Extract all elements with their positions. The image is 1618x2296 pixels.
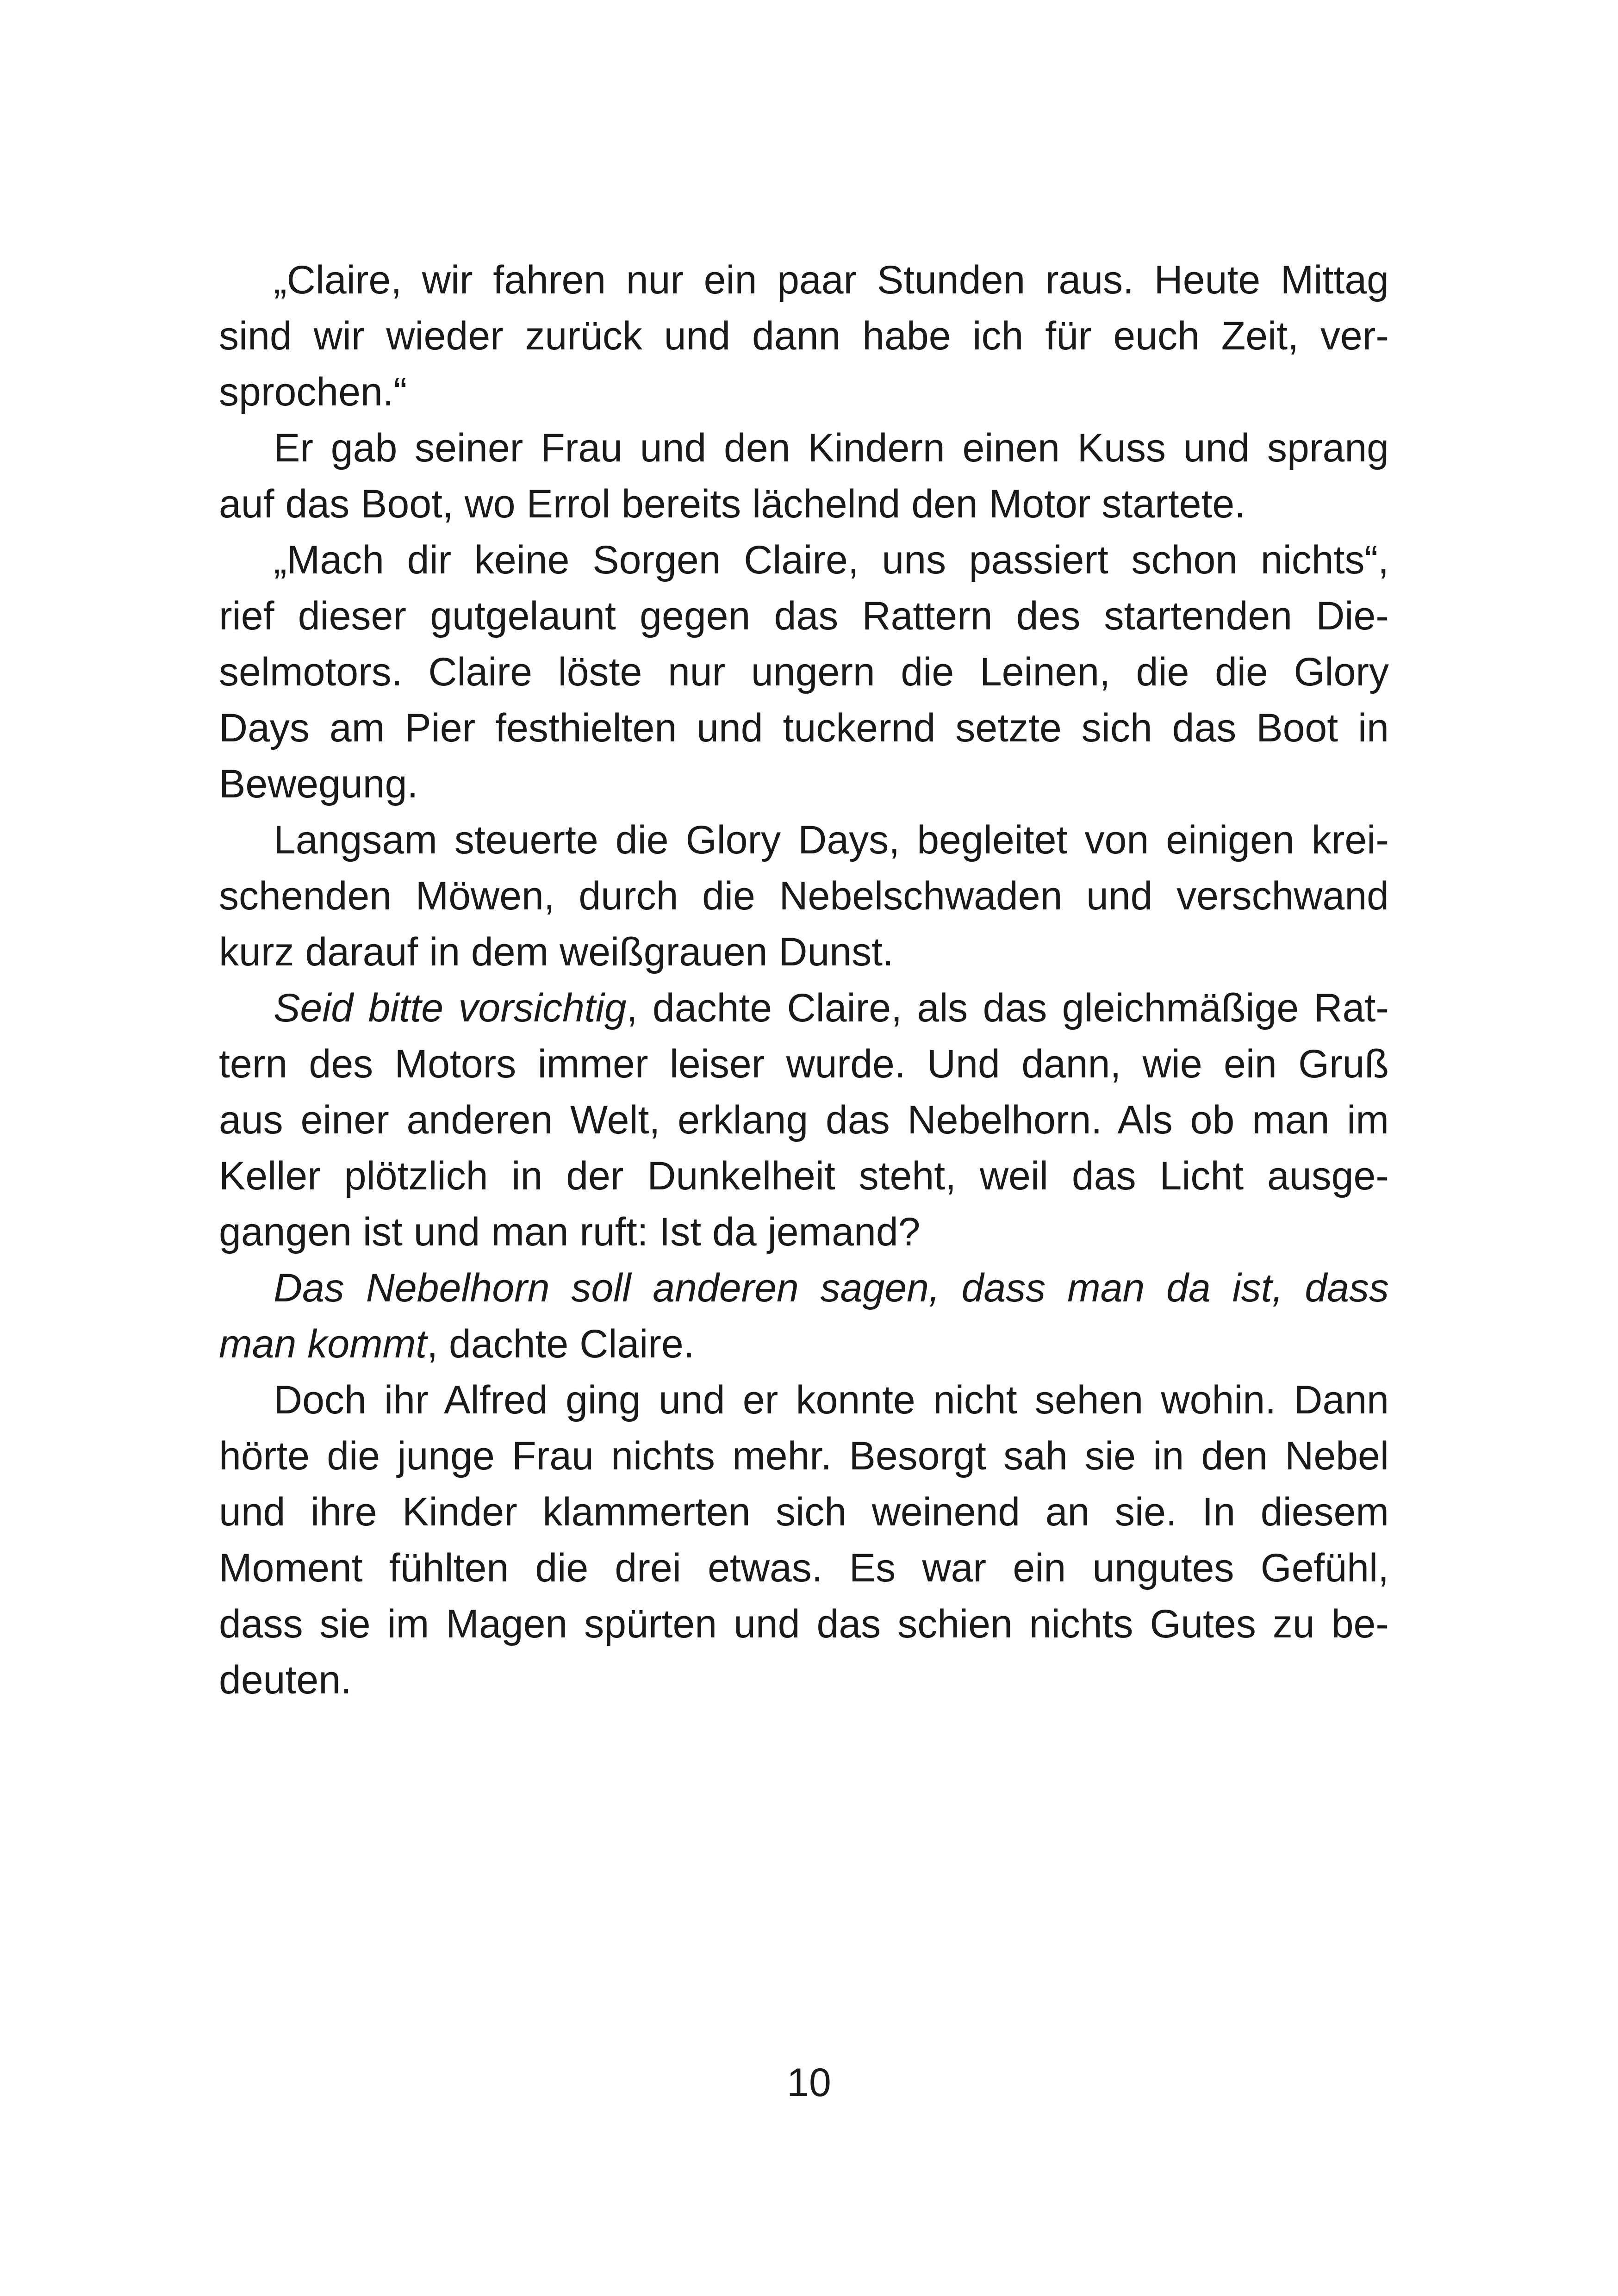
italic-text: Seid bitte vorsichtig	[274, 986, 627, 1030]
paragraph	[219, 1372, 1389, 1708]
paragraph	[219, 252, 1389, 420]
text-line	[219, 644, 1389, 700]
italic-text: man kommt	[219, 1322, 427, 1366]
page-number: 10	[787, 2060, 831, 2105]
text-run: Moment fühlten die drei etwas. Es war ein ungutes Gefühl,	[219, 1546, 1389, 1590]
paragraph	[219, 1260, 1389, 1372]
text-line	[219, 1372, 1389, 1428]
text-line	[219, 700, 1389, 756]
text-run: deuten.	[219, 1658, 352, 1702]
italic-text: Das Nebelhorn soll anderen sagen, dass man da ist, dass	[274, 1266, 1389, 1310]
text-line	[219, 924, 1389, 980]
text-line	[219, 308, 1389, 364]
text-run: Doch ihr Alfred ging und er konnte nicht sehen wohin. Dann	[274, 1378, 1389, 1422]
text-line	[219, 1092, 1389, 1148]
text-run: tern des Motors immer leiser wurde. Und dann, wie ein Gruß	[219, 1042, 1389, 1086]
text-run: rief dieser gutgelaunt gegen das Rattern des startenden Die-	[219, 594, 1389, 638]
text-run: Er gab seiner Frau und den Kindern einen Kuss und sprang	[274, 426, 1389, 470]
text-line	[219, 532, 1389, 588]
text-run: kurz darauf in dem weißgrauen Dunst.	[219, 930, 894, 974]
text-line	[219, 588, 1389, 644]
text-line	[219, 1260, 1389, 1316]
body-text	[219, 252, 1389, 1708]
text-run: „Claire, wir fahren nur ein paar Stunden raus. Heute Mittag	[274, 258, 1389, 302]
text-line	[219, 476, 1389, 532]
text-run: , dachte Claire, als das gleichmäßige Rat-	[626, 986, 1389, 1030]
text-run: aus einer anderen Welt, erklang das Nebelhorn. Als ob man im	[219, 1098, 1389, 1142]
text-run: sind wir wieder zurück und dann habe ich für euch Zeit, ver-	[219, 314, 1389, 358]
paragraph	[219, 420, 1389, 532]
text-line	[219, 1540, 1389, 1596]
paragraph	[219, 532, 1389, 812]
text-line	[219, 1204, 1389, 1260]
text-line	[219, 1428, 1389, 1484]
text-run: gangen ist und man ruft: Ist da jemand?	[219, 1210, 921, 1254]
text-run: dass sie im Magen spürten und das schien nichts Gutes zu be-	[219, 1602, 1389, 1646]
text-run: Bewegung.	[219, 762, 418, 806]
text-line	[219, 1596, 1389, 1652]
text-run: und ihre Kinder klammerten sich weinend an sie. In diesem	[219, 1490, 1389, 1534]
text-line	[219, 1316, 1389, 1372]
text-line	[219, 1036, 1389, 1092]
text-line	[219, 1652, 1389, 1708]
text-run: schenden Möwen, durch die Nebelschwaden und verschwand	[219, 874, 1389, 918]
paragraph	[219, 980, 1389, 1260]
text-line	[219, 756, 1389, 812]
text-line	[219, 1148, 1389, 1204]
text-line	[219, 868, 1389, 924]
text-line	[219, 252, 1389, 308]
text-line	[219, 364, 1389, 420]
text-run: hörte die junge Frau nichts mehr. Besorgt sah sie in den Nebel	[219, 1434, 1389, 1478]
text-run: Keller plötzlich in der Dunkelheit steht, weil das Licht ausge-	[219, 1154, 1389, 1198]
text-line	[219, 1484, 1389, 1540]
text-run: , dachte Claire.	[427, 1322, 695, 1366]
text-run: Langsam steuerte die Glory Days, begleitet von einigen krei-	[274, 818, 1389, 862]
text-line	[219, 980, 1389, 1036]
text-line	[219, 420, 1389, 476]
text-run: sprochen.“	[219, 370, 407, 414]
text-run: auf das Boot, wo Errol bereits lächelnd den Motor startete.	[219, 482, 1246, 526]
text-run: „Mach dir keine Sorgen Claire, uns passiert schon nichts“,	[274, 538, 1389, 582]
paragraph	[219, 812, 1389, 980]
text-run: selmotors. Claire löste nur ungern die Leinen, die die Glory	[219, 650, 1389, 694]
text-run: Days am Pier festhielten und tuckernd setzte sich das Boot in	[219, 706, 1389, 750]
text-line	[219, 812, 1389, 868]
